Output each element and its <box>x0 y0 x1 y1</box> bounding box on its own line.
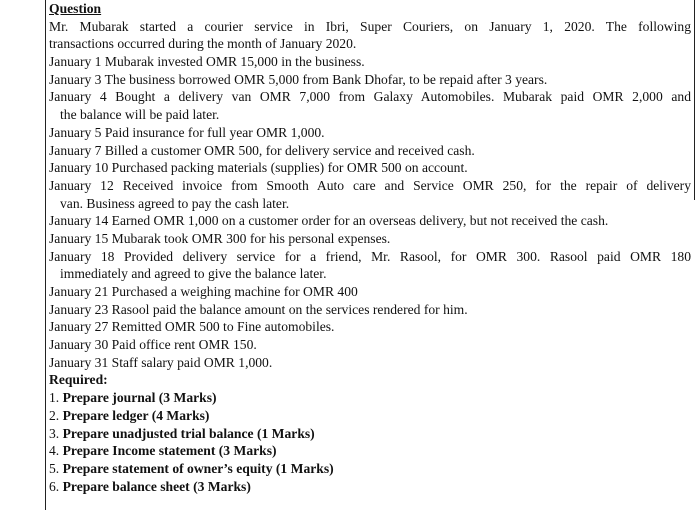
right-border-line <box>694 0 695 200</box>
requirement-number: 3. <box>49 425 60 441</box>
transaction-jan-1: January 1 Mubarak invested OMR 15,000 in the business. <box>49 54 365 70</box>
requirement-number: 4. <box>49 443 60 459</box>
required-heading: Required: <box>49 372 108 388</box>
intro-line: Mr. Mubarak started a courier service in Ibri, Super Couriers, on January 1, 2020. The following <box>49 18 691 34</box>
requirement-item <box>49 442 691 460</box>
intro-line: transactions occurred during the month of January 2020. <box>49 36 357 52</box>
requirement-item <box>49 407 691 425</box>
transaction-jan-12-continued: van. Business agreed to pay the cash later. <box>60 195 290 211</box>
transaction-jan-18: January 18 Provided delivery service for a friend, Mr. Rasool, for OMR 300. Rasool paid OMR 180 <box>49 248 691 264</box>
requirement-border <box>45 443 46 458</box>
requirement-border <box>45 408 46 423</box>
requirement-border <box>45 461 46 476</box>
transaction-jan-18-continued: immediately and agreed to give the balance later. <box>60 266 327 282</box>
transaction-jan-7: January 7 Billed a customer OMR 500, for delivery service and received cash. <box>49 142 475 158</box>
transaction-jan-4: January 4 Bought a delivery van OMR 7,000 from Galaxy Automobiles. Mubarak paid OMR 2,000 and <box>49 89 691 105</box>
transaction-jan-12: January 12 Received invoice from Smooth Auto care and Service OMR 250, for the repair of delivery <box>49 177 691 193</box>
requirement-number: 5. <box>49 460 60 476</box>
transaction-jan-23: January 23 Rasool paid the balance amount on the services rendered for him. <box>49 301 468 317</box>
requirement-item <box>49 478 691 496</box>
requirement-text: Prepare ledger (4 Marks) <box>62 407 210 423</box>
requirement-text: Prepare unadjusted trial balance (1 Marks) <box>62 425 315 441</box>
transaction-jan-27: January 27 Remitted OMR 500 to Fine automobiles. <box>49 319 335 335</box>
requirement-text: Prepare statement of owner’s equity (1 Marks) <box>62 460 334 476</box>
requirement-text: Prepare Income statement (3 Marks) <box>62 443 277 459</box>
transaction-jan-14: January 14 Earned OMR 1,000 on a customer order for an overseas delivery, but not received the cash. <box>49 213 609 229</box>
transaction-jan-30: January 30 Paid office rent OMR 150. <box>49 337 257 353</box>
transaction-jan-3: January 3 The business borrowed OMR 5,000 from Bank Dhofar, to be repaid after 3 years. <box>49 71 548 87</box>
question-content <box>49 0 691 495</box>
transaction-jan-21: January 21 Purchased a weighing machine for OMR 400 <box>49 284 358 299</box>
requirement-item <box>49 425 691 443</box>
question-title: Question <box>49 1 102 16</box>
requirement-item <box>49 460 691 478</box>
requirement-text: Prepare journal (3 Marks) <box>62 390 217 406</box>
transaction-jan-31: January 31 Staff salary paid OMR 1,000. <box>49 354 273 370</box>
requirement-number: 2. <box>49 407 60 423</box>
transaction-jan-4-continued: the balance will be paid later. <box>60 107 220 123</box>
requirement-border <box>45 479 46 494</box>
requirement-number: 6. <box>49 478 60 494</box>
transaction-jan-10: January 10 Purchased packing materials (supplies) for OMR 500 on account. <box>49 160 468 176</box>
requirement-text: Prepare balance sheet (3 Marks) <box>62 478 251 494</box>
transaction-jan-5: January 5 Paid insurance for full year OMR 1,000. <box>49 124 325 140</box>
requirement-border <box>45 426 46 441</box>
requirement-item <box>49 389 691 407</box>
transaction-jan-15: January 15 Mubarak took OMR 300 for his personal expenses. <box>49 230 391 246</box>
requirement-number: 1. <box>49 390 60 406</box>
